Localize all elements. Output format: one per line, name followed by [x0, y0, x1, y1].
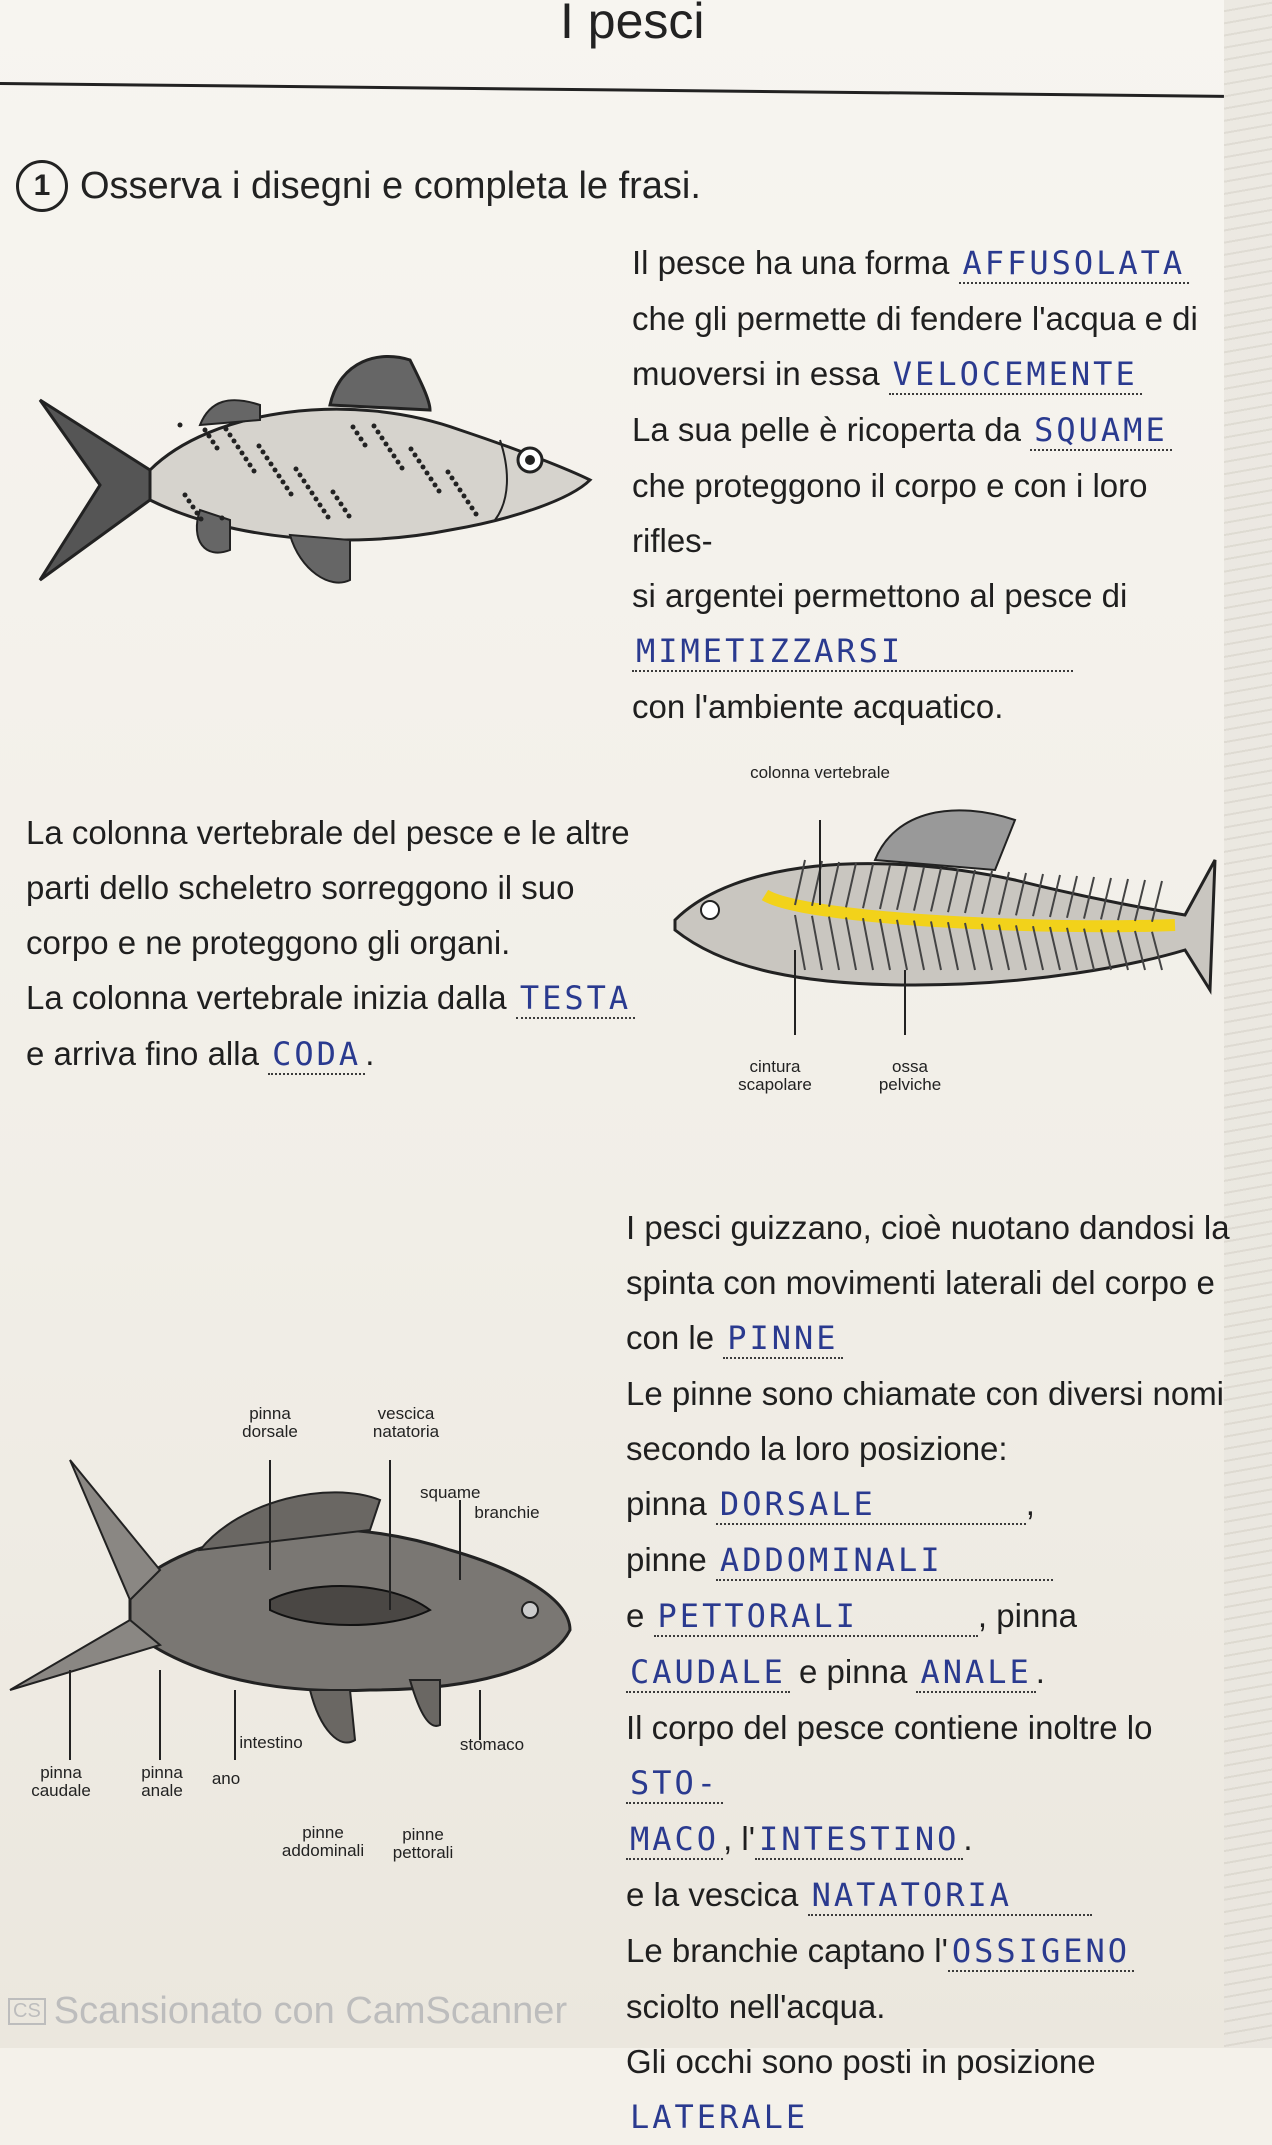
paragraph-skeleton: [26, 805, 646, 1082]
exercise-number: 1: [16, 160, 68, 212]
label-pinna-dorsale: pinna dorsale: [242, 1404, 298, 1441]
label-cintura-scapolare: cintura scapolare: [738, 1057, 812, 1094]
p3-line-15: [626, 2034, 1236, 2145]
text-span: e arriva fino alla: [26, 1035, 259, 1072]
watermark-text: Scansionato con CamScanner: [53, 1990, 568, 2032]
label-pinna-caudale: pinna caudale: [31, 1763, 91, 1800]
text-span: La colonna vertebrale inizia dalla: [26, 979, 507, 1016]
paragraph-fins: [626, 1200, 1236, 2145]
answer-natatoria[interactable]: NATATORIA: [808, 1876, 1092, 1916]
text-span: Il corpo del pesce contiene inoltre lo: [626, 1709, 1153, 1746]
p3-line-1: I pesci guizzano, cioè nuotano dandosi la: [626, 1209, 1230, 1246]
answer-testa[interactable]: TESTA: [516, 979, 635, 1019]
label-colonna-vertebrale: colonna vertebrale: [750, 763, 890, 782]
p3-line-4: Le pinne sono chiamate con diversi nomi: [626, 1375, 1225, 1412]
p1-line-3: [632, 346, 1232, 402]
p3-line-6: [626, 1476, 1236, 1532]
label-ossa-pelviche: ossa pelviche: [878, 1057, 942, 1094]
text-span: Gli occhi sono posti in posizione: [626, 2043, 1096, 2080]
answer-pettorali[interactable]: PETTORALI: [654, 1597, 978, 1637]
p3-line-14: sciolto nell'acqua.: [626, 1988, 886, 2025]
p3-line-12: [626, 1867, 1236, 1923]
p3-line-7: [626, 1532, 1236, 1588]
answer-intestino[interactable]: INTESTINO: [755, 1820, 963, 1860]
p2-line-2: parti dello scheletro sorreggono il suo: [26, 869, 575, 906]
p3-line-13: [626, 1923, 1236, 1979]
paragraph-body-shape: [632, 235, 1232, 734]
answer-sto[interactable]: STO-: [626, 1764, 723, 1804]
text-span: pinne: [626, 1541, 707, 1578]
label-vescica-natatoria: vescica natatoria: [372, 1404, 440, 1441]
answer-caudale[interactable]: CAUDALE: [626, 1653, 790, 1693]
text-span: Le branchie captano l': [626, 1932, 948, 1969]
label-stomaco: stomaco: [459, 1735, 525, 1754]
answer-maco[interactable]: MACO: [626, 1820, 723, 1860]
skeleton-illustration: [655, 800, 1215, 1060]
answer-laterale[interactable]: LATERALE: [630, 2098, 809, 2136]
p3-line-9: [626, 1644, 1236, 1700]
p2-line-5: [26, 1026, 646, 1082]
p3-line-5: secondo la loro posizione:: [626, 1430, 1008, 1467]
p3-line-3: [626, 1310, 1236, 1366]
p2-line-1: La colonna vertebrale del pesce e le altre: [26, 814, 630, 851]
p3-line-2: spinta con movimenti laterali del corpo e: [626, 1264, 1215, 1301]
answer-affusolata[interactable]: AFFUSOLATA: [959, 244, 1190, 284]
scanner-watermark: [8, 1990, 567, 2033]
label-squame: squame: [420, 1483, 481, 1502]
p3-line-8: [626, 1588, 1236, 1644]
text-span: e pinna: [799, 1653, 908, 1690]
answer-addominali[interactable]: ADDOMINALI: [716, 1541, 1053, 1581]
p1-line-1: [632, 235, 1232, 291]
answer-mimetizzarsi[interactable]: MIMETIZZARSI: [632, 632, 1073, 672]
p1-line-2: che gli permette di fendere l'acqua e di: [632, 300, 1198, 337]
carp-anatomy-illustration: [10, 1440, 570, 1760]
answer-ossigeno[interactable]: OSSIGENO: [948, 1932, 1134, 1972]
p1-line-4: [632, 402, 1232, 458]
page-title: I pesci: [560, 0, 705, 49]
label-pinne-pettorali: pinne pettorali: [392, 1825, 454, 1862]
answer-velocemente[interactable]: VELOCEMENTE: [889, 355, 1142, 395]
label-intestino: intestino: [239, 1733, 303, 1752]
text-span: Il pesce ha una forma: [632, 244, 950, 281]
text-span: con le: [626, 1319, 715, 1356]
answer-squame[interactable]: SQUAME: [1030, 411, 1172, 451]
label-ano: ano: [211, 1769, 241, 1788]
p1-line-5: che proteggono il corpo e con i loro rifles-: [632, 467, 1148, 559]
text-span: e la vescica: [626, 1876, 799, 1913]
answer-anale[interactable]: ANALE: [916, 1653, 1035, 1693]
text-span: .: [963, 1820, 973, 1857]
exercise-instruction: Osserva i disegni e completa le frasi.: [80, 164, 701, 207]
p2-line-3: corpo e ne proteggono gli organi.: [26, 924, 511, 961]
p3-line-10: [626, 1700, 1236, 1811]
label-pinne-addominali: pinne addominali: [281, 1823, 365, 1860]
text-span: , l': [723, 1820, 756, 1857]
p1-line-7: [632, 623, 1232, 679]
p2-line-4: [26, 970, 646, 1026]
exercise-header: [16, 160, 701, 212]
text-span: ,: [1025, 1485, 1035, 1522]
text-span: muoversi in essa: [632, 355, 880, 392]
answer-pinne[interactable]: PINNE: [723, 1319, 842, 1359]
answer-dorsale[interactable]: DORSALE: [716, 1485, 1026, 1525]
answer-coda[interactable]: CODA: [268, 1035, 365, 1075]
text-span: La sua pelle è ricoperta da: [632, 411, 1021, 448]
p1-line-6: si argentei permettono al pesce di: [632, 577, 1128, 614]
text-span: .: [365, 1035, 375, 1072]
p1-line-8: con l'ambiente acquatico.: [632, 688, 1004, 725]
label-pinna-anale: pinna anale: [141, 1763, 183, 1800]
text-span: e: [626, 1597, 645, 1634]
text-span: pinna: [626, 1485, 707, 1522]
trout-illustration: [30, 350, 610, 610]
p3-line-11: [626, 1811, 1236, 1867]
text-span: .: [1035, 1653, 1045, 1690]
label-branchie: branchie: [474, 1503, 540, 1522]
text-span: , pinna: [977, 1597, 1078, 1634]
camscanner-logo: CS: [8, 1998, 46, 2025]
